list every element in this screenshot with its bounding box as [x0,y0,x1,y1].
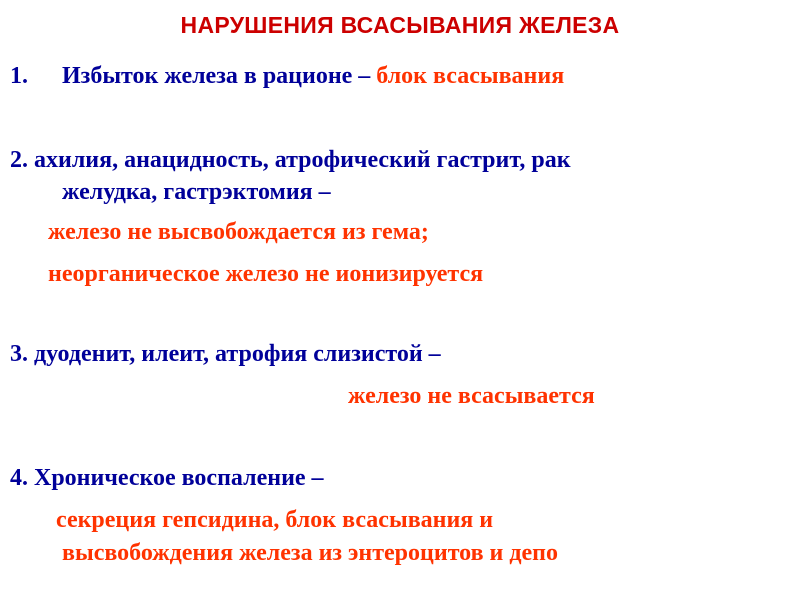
item-4-effect-line-2: высвобождения железа из энтероцитов и депо [62,540,558,566]
item-4-cause: 4. Хроническое воспаление – [10,465,324,491]
item-4-effect-line-1: секреция гепсидина, блок всасывания и [56,507,494,533]
item-1-number: 1. [10,63,28,89]
item-1-cause: Избыток железа в рационе – [62,63,377,89]
item-2-cause-line-1: 2. ахилия, анацидность, атрофический гастрит, рак [10,147,571,173]
item-1-effect: блок всасывания [376,63,565,89]
item-2-effect-line-2: неорганическое железо не ионизируется [48,261,484,287]
item-3-cause: 3. дуоденит, илеит, атрофия слизистой – [10,341,441,367]
item-1 [62,64,564,88]
item-2-cause-line-2: желудка, гастрэктомия – [62,179,331,205]
slide-title: НАРУШЕНИЯ ВСАСЫВАНИЯ ЖЕЛЕЗА [180,12,620,38]
item-2-effect-line-1: железо не высвобождается из гема; [48,219,429,245]
item-3-effect: железо не всасывается [348,383,595,409]
